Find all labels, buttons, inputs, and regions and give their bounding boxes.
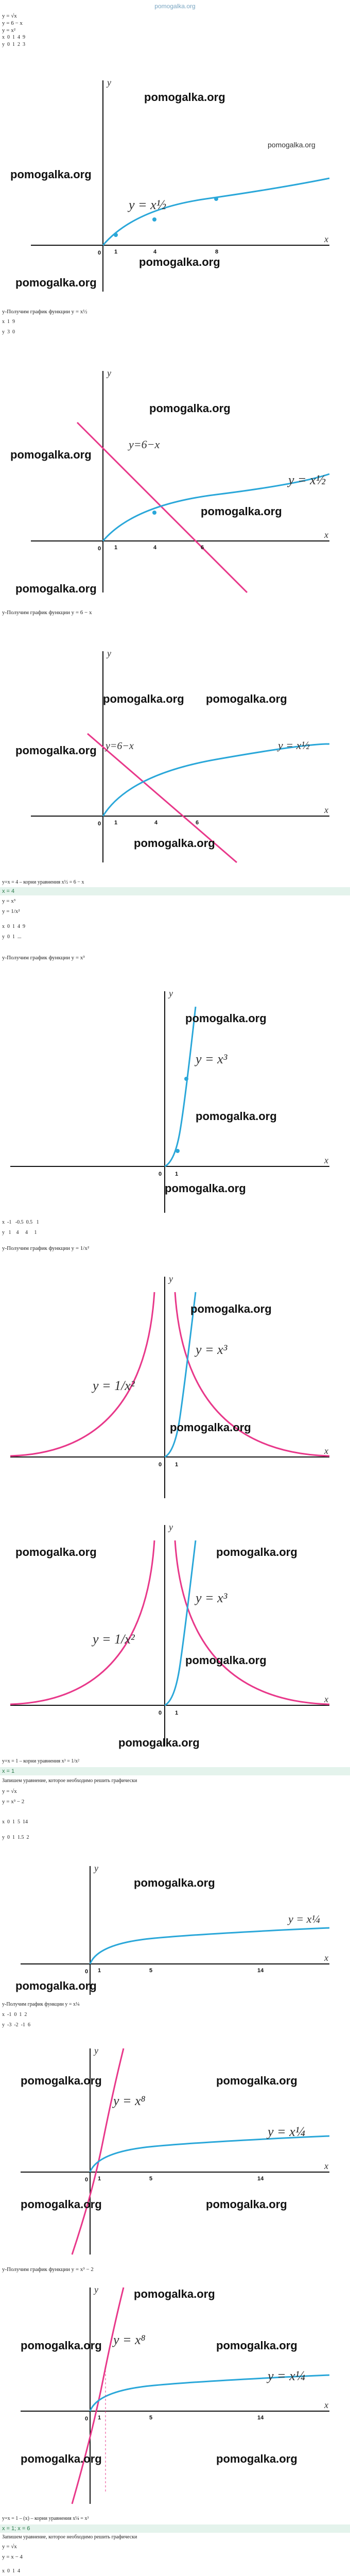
axis-label-x: x [324, 2400, 328, 2410]
text-line: x 0 1 4 9 [2, 35, 25, 40]
graph-svg [0, 350, 350, 608]
site-header[interactable]: pomogalka.org [154, 3, 196, 10]
axis-label-y: y [94, 1863, 98, 1873]
text-line: y = √x [2, 1788, 17, 1794]
watermark: pomogalka.org [185, 1654, 267, 1667]
text-line: y = √x [2, 2544, 17, 2550]
tick-label: 14 [257, 2415, 264, 2421]
watermark: pomogalka.org [216, 2074, 297, 2087]
tick-label: 0 [98, 250, 101, 256]
axis-label-x: x [324, 1446, 328, 1456]
tick-label: 1 [114, 249, 118, 255]
axis-label-y: y [107, 648, 111, 658]
text-block [0, 897, 350, 975]
tick-label: 1 [175, 1462, 179, 1468]
tick-label: 1 [98, 2176, 101, 2182]
formula-label: y = x½ [278, 739, 310, 752]
text-line: y -3 -2 -1 6 [2, 2022, 30, 2028]
tick-label: 0 [159, 1171, 162, 1177]
text-line: y=x = 1 – корни уравнения x³ = 1/x² [2, 1758, 79, 1764]
watermark: pomogalka.org [196, 1110, 277, 1123]
watermark: pomogalka.org [134, 1876, 215, 1889]
graph-svg [0, 1856, 350, 2000]
watermark: pomogalka.org [21, 2339, 102, 2352]
watermark: pomogalka.org [216, 1546, 297, 1558]
text-line: y = x³ [2, 898, 16, 904]
watermark: pomogalka.org [118, 1736, 200, 1749]
curve-pink [10, 1540, 329, 1704]
graph [0, 49, 350, 307]
text-line: x 1 9 [2, 319, 15, 325]
text-block [0, 1777, 350, 1855]
graph [0, 620, 350, 878]
watermark: pomogalka.org [103, 692, 184, 705]
text-line: y = 1/x² [2, 908, 20, 914]
graph-svg [0, 620, 350, 878]
text-line: x -1 -0.5 0.5 1 [2, 1219, 39, 1225]
graph-svg [0, 49, 350, 307]
watermark: pomogalka.org [201, 505, 282, 518]
axis-label-x: x [324, 805, 328, 815]
tick-label: 5 [149, 2176, 153, 2182]
point [152, 217, 156, 222]
tick-label: 1 [175, 1171, 179, 1177]
curve-blue [165, 1540, 196, 1705]
text-line: y-Получим график функции y = x½ [2, 309, 87, 315]
tick-label: 1 [98, 1968, 101, 1974]
graph [0, 976, 350, 1218]
formula-label: y = x⁸ [113, 2332, 146, 2347]
watermark: pomogalka.org [10, 168, 92, 181]
graph-svg [0, 976, 350, 1218]
axis-label-x: x [324, 1953, 328, 1963]
tick-label: 8 [215, 249, 219, 255]
graph-svg [0, 2277, 350, 2514]
axis-label-y: y [169, 1522, 173, 1532]
axis-label-x: x [324, 2161, 328, 2171]
tick-label: 0 [159, 1710, 162, 1716]
text-line: Запишем уравнение, которое необходимо решить графически [2, 2534, 137, 2540]
formula-label: y = 1/x² [93, 1378, 135, 1393]
watermark: pomogalka.org [134, 837, 215, 850]
tick-label: 14 [257, 1968, 264, 1974]
text-line: x 0 1 4 9 [2, 924, 25, 929]
tick-label: 0 [85, 1969, 89, 1975]
text-line: y 0 1 ... [2, 934, 22, 940]
formula-label: y = x¼ [268, 2124, 306, 2139]
tick-label: 0 [159, 1462, 162, 1468]
graph [0, 1856, 350, 2000]
text-line: y 0 1 1.5 2 [2, 1835, 29, 1840]
graph [0, 350, 350, 608]
text-block [0, 308, 350, 349]
watermark: pomogalka.org [134, 2287, 215, 2300]
tick-label: 1 [114, 545, 118, 551]
tick-label: 4 [154, 820, 158, 826]
text-block [0, 609, 350, 619]
text-line: y-Получим график функции y = x³ [2, 955, 85, 961]
watermark: pomogalka.org [268, 141, 316, 149]
text-line: x -1 0 1 2 [2, 2012, 27, 2018]
formula-label: y = x½ [129, 197, 167, 212]
point [152, 511, 156, 515]
point [176, 1149, 180, 1153]
axis-label-y: y [94, 2045, 98, 2056]
text-line: y = 6 − x [2, 20, 23, 26]
formula-label: y = 1/x² [93, 1632, 135, 1647]
watermark: pomogalka.org [206, 692, 287, 705]
curve-blue [165, 1007, 196, 1166]
graph [0, 2277, 350, 2514]
axis-label-y: y [169, 988, 173, 998]
text-line: y-Получим график функции y = 1/x² [2, 1245, 90, 1251]
text-line: x 0 1 5 14 [2, 1819, 28, 1825]
watermark: pomogalka.org [216, 2339, 297, 2352]
graph [0, 1261, 350, 1509]
text-line: y 3 0 [2, 329, 15, 335]
text-line: y=x = 1 – (x) – корни уравнения x¼ = x³ [2, 2516, 89, 2521]
curve-blue [103, 744, 329, 816]
watermark: pomogalka.org [21, 2452, 102, 2465]
tick-label: 0 [85, 2416, 89, 2422]
tick-label: 0 [98, 546, 101, 552]
text-block [0, 1219, 350, 1260]
watermark: pomogalka.org [15, 744, 97, 757]
formula-label: y=6−x [106, 740, 134, 752]
text-line: Запишем уравнение, которое необходимо решить графически [2, 1778, 137, 1784]
tick-label: 1 [114, 820, 118, 826]
watermark: pomogalka.org [165, 1182, 246, 1195]
tick-label: 6 [196, 820, 199, 826]
watermark: pomogalka.org [216, 2452, 297, 2465]
watermark: pomogalka.org [149, 402, 231, 415]
text-line: y = x² [2, 27, 16, 33]
text-block [0, 2266, 350, 2276]
axis-label-x: x [324, 530, 328, 540]
watermark: pomogalka.org [144, 91, 225, 104]
tick-label: 5 [149, 1968, 153, 1974]
text-block [0, 2001, 350, 2037]
watermark: pomogalka.org [15, 276, 97, 289]
formula-label: y=6−x [129, 438, 160, 451]
tick-label: 1 [175, 1710, 179, 1716]
watermark: pomogalka.org [10, 448, 92, 461]
text-line: y-Получим график функции y = 6 − x [2, 609, 92, 616]
text-line: y = √x [2, 13, 17, 19]
formula-label: y = x³ [196, 1342, 227, 1357]
text-block [0, 2515, 350, 2524]
graph-svg [0, 1261, 350, 1509]
formula-label: y = x³ [196, 1590, 227, 1605]
watermark: pomogalka.org [21, 2074, 102, 2087]
axis-label-y: y [107, 368, 111, 378]
tick-label: 4 [153, 545, 157, 551]
tick-label: 5 [149, 2415, 153, 2421]
graph-svg [0, 1510, 350, 1757]
curve-blue [90, 1928, 329, 1964]
tick-label: 4 [153, 249, 157, 255]
answer-bar: x = 4 [0, 887, 350, 895]
watermark: pomogalka.org [15, 1546, 97, 1558]
point [214, 197, 218, 201]
watermark: pomogalka.org [139, 256, 220, 268]
point [184, 1077, 188, 1081]
watermark: pomogalka.org [170, 1421, 251, 1434]
axis-label-x: x [324, 234, 328, 244]
text-line: y-Получим график функции y = x¼ [2, 2002, 80, 2007]
text-line: y = x − 4 [2, 2554, 23, 2560]
text-line: y 1 4 4 1 [2, 1230, 37, 1235]
watermark: pomogalka.org [21, 2198, 102, 2211]
point [114, 233, 118, 237]
formula-label: y = x¼ [288, 1912, 320, 1925]
tick-label: 14 [257, 2176, 264, 2182]
watermark: pomogalka.org [15, 582, 97, 595]
formula-label: y = x½ [288, 472, 326, 487]
text-block [0, 2534, 350, 2576]
text-line: x 0 1 4 [2, 2568, 20, 2574]
watermark: pomogalka.org [190, 1302, 272, 1315]
axis-label-y: y [107, 77, 111, 88]
curve-blue [90, 2136, 329, 2172]
text-block [0, 1758, 350, 1767]
axis-label-x: x [324, 1155, 328, 1165]
axis-label-y: y [94, 2284, 98, 2295]
text-line: y = x³ − 2 [2, 1799, 25, 1805]
tick-label: 0 [98, 821, 101, 827]
formula-label: y = x³ [196, 1052, 227, 1066]
watermark: pomogalka.org [206, 2198, 287, 2211]
watermark: pomogalka.org [15, 1979, 97, 1992]
text-block [0, 12, 350, 48]
answer-bar: x = 1 [0, 1767, 350, 1775]
tick-label: 6 [201, 545, 204, 551]
formula-label: y = x¼ [268, 2368, 306, 2383]
watermark: pomogalka.org [185, 1012, 267, 1025]
text-line: y=x = 4 – корни уравнения x½ = 6 − x [2, 879, 84, 885]
answer-bar: x = 1; x = 6 [0, 2524, 350, 2533]
graph-svg [0, 2038, 350, 2265]
graph [0, 1510, 350, 1757]
axis-label-x: x [324, 1694, 328, 1704]
axis-label-y: y [169, 1274, 173, 1284]
graph [0, 2038, 350, 2265]
tick-label: 1 [98, 2415, 101, 2421]
text-line: y-Получим график функции y = x³ − 2 [2, 2266, 94, 2273]
text-line: y 0 1 2 3 [2, 42, 25, 47]
curve-pink [72, 2287, 124, 2504]
tick-label: 0 [85, 2177, 89, 2183]
formula-label: y = x⁸ [113, 2093, 146, 2108]
